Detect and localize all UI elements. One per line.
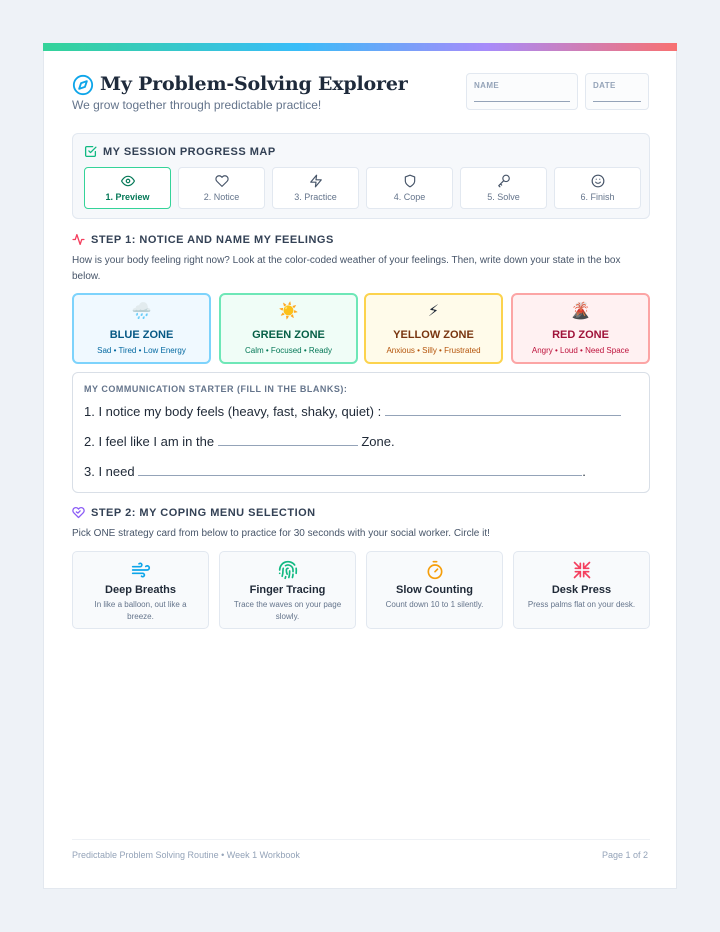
zone-card-blue[interactable] [72, 293, 211, 364]
coping-card-slow-counting[interactable] [366, 551, 503, 629]
step-label: 4. Cope [393, 192, 426, 202]
step-label: 3. Practice [294, 192, 337, 202]
name-label: NAME [474, 81, 500, 90]
progress-heading [84, 145, 276, 158]
step-cope[interactable] [366, 167, 453, 209]
step-notice[interactable] [178, 167, 265, 209]
starter-line-3 [84, 464, 586, 479]
zone-desc: Sad • Tired • Low Energy [97, 346, 186, 355]
coping-card-desc: Trace the waves on your page slowly. [233, 600, 342, 621]
zone-card-green[interactable] [219, 293, 358, 364]
footer-workbook-label: Predictable Problem Solving Routine • Week 1 Workbook [72, 850, 300, 860]
coping-card-desc: In like a balloon, out like a breeze. [94, 600, 187, 621]
zone-name: YELLOW ZONE [393, 329, 474, 341]
step-finish[interactable] [554, 167, 641, 209]
coping-card-title: Slow Counting [396, 584, 473, 596]
heart-handshake-icon [72, 506, 85, 519]
page-number: Page 1 of 2 [601, 850, 648, 860]
step-label: 2. Notice [203, 192, 240, 202]
zone-desc: Calm • Focused • Ready [245, 346, 332, 355]
fingerprint-icon [278, 560, 298, 580]
eye-icon [121, 174, 135, 188]
worksheet-page [43, 43, 677, 889]
starter-line-3-post: . [582, 464, 586, 479]
coping-card-desc: Press palms flat on your desk. [527, 600, 636, 609]
communication-starter [72, 372, 650, 493]
timer-icon [425, 560, 445, 580]
footer-divider [72, 839, 650, 840]
minimize-icon [572, 560, 592, 580]
step1-instructions: How is your body feeling right now? Look at the color-coded weather of your feelings. Then, write down your state in the box below. [72, 255, 621, 282]
progress-heading-text: MY SESSION PROGRESS MAP [103, 145, 276, 158]
progress-steps [84, 167, 641, 209]
coping-card-finger-tracing[interactable] [219, 551, 356, 629]
starter-line-1-text: 1. I notice my body feels (heavy, fast, shaky, quiet) : [84, 404, 382, 419]
step-solve[interactable] [460, 167, 547, 209]
page-title: My Problem-Solving Explorer [100, 73, 408, 95]
date-line [593, 101, 641, 102]
step-label: 1. Preview [105, 192, 150, 202]
name-field[interactable] [466, 73, 578, 110]
coping-card-deep-breaths[interactable] [72, 551, 209, 629]
progress-map [72, 133, 650, 219]
step-preview[interactable] [84, 167, 171, 209]
header [72, 74, 650, 114]
step-practice[interactable] [272, 167, 359, 209]
gradient-top-bar [43, 43, 677, 51]
lightning-icon: ⚡ [427, 303, 440, 320]
zone-desc: Angry • Loud • Need Space [531, 346, 630, 355]
starter-line-3-pre: 3. I need [84, 464, 135, 479]
blank-zone[interactable] [218, 434, 358, 446]
rain-cloud-icon: 🌧️ [131, 303, 152, 320]
pulse-icon [72, 233, 85, 246]
sun-icon: ☀️ [278, 303, 299, 320]
starter-line-1 [84, 404, 621, 419]
step1-heading-text: STEP 1: NOTICE AND NAME MY FEELINGS [91, 233, 334, 246]
coping-card-title: Finger Tracing [249, 584, 326, 596]
starter-line-2-post: Zone. [361, 434, 395, 449]
zone-card-yellow[interactable] [364, 293, 503, 364]
step2-instructions: Pick ONE strategy card from below to practice for 30 seconds with your social worker. Circle it! [72, 528, 490, 539]
compass-icon [72, 74, 94, 96]
volcano-icon: 🌋 [570, 303, 591, 320]
coping-card-desk-press[interactable] [513, 551, 650, 629]
date-field[interactable] [585, 73, 649, 110]
heart-icon [215, 174, 229, 188]
zone-name: BLUE ZONE [109, 329, 174, 341]
coping-card-title: Desk Press [551, 584, 612, 596]
step1-heading [72, 233, 334, 246]
blank-need[interactable] [138, 464, 582, 476]
coping-card-desc: Count down 10 to 1 silently. [385, 600, 484, 609]
blank-body-feels[interactable] [385, 404, 621, 416]
checkbox-icon [84, 145, 97, 158]
starter-line-2 [84, 434, 395, 449]
starter-heading: MY COMMUNICATION STARTER (FILL IN THE BLANKS): [84, 384, 348, 394]
zone-card-red[interactable] [511, 293, 650, 364]
wind-icon [131, 560, 151, 580]
key-icon [497, 174, 511, 188]
step-label: 5. Solve [487, 192, 520, 202]
name-line [474, 101, 570, 102]
starter-line-2-pre: 2. I feel like I am in the [84, 434, 215, 449]
date-label: DATE [593, 81, 616, 90]
zone-desc: Anxious • Silly • Frustrated [386, 346, 481, 355]
zone-name: RED ZONE [552, 329, 609, 341]
zone-name: GREEN ZONE [252, 329, 325, 341]
coping-card-title: Deep Breaths [105, 584, 176, 596]
step2-heading [72, 506, 316, 519]
page-subtitle: We grow together through predictable practice! [72, 98, 322, 112]
step2-heading-text: STEP 2: MY COPING MENU SELECTION [91, 506, 316, 519]
step-label: 6. Finish [580, 192, 615, 202]
smile-icon [591, 174, 605, 188]
shield-icon [403, 174, 417, 188]
lightning-icon [309, 174, 323, 188]
